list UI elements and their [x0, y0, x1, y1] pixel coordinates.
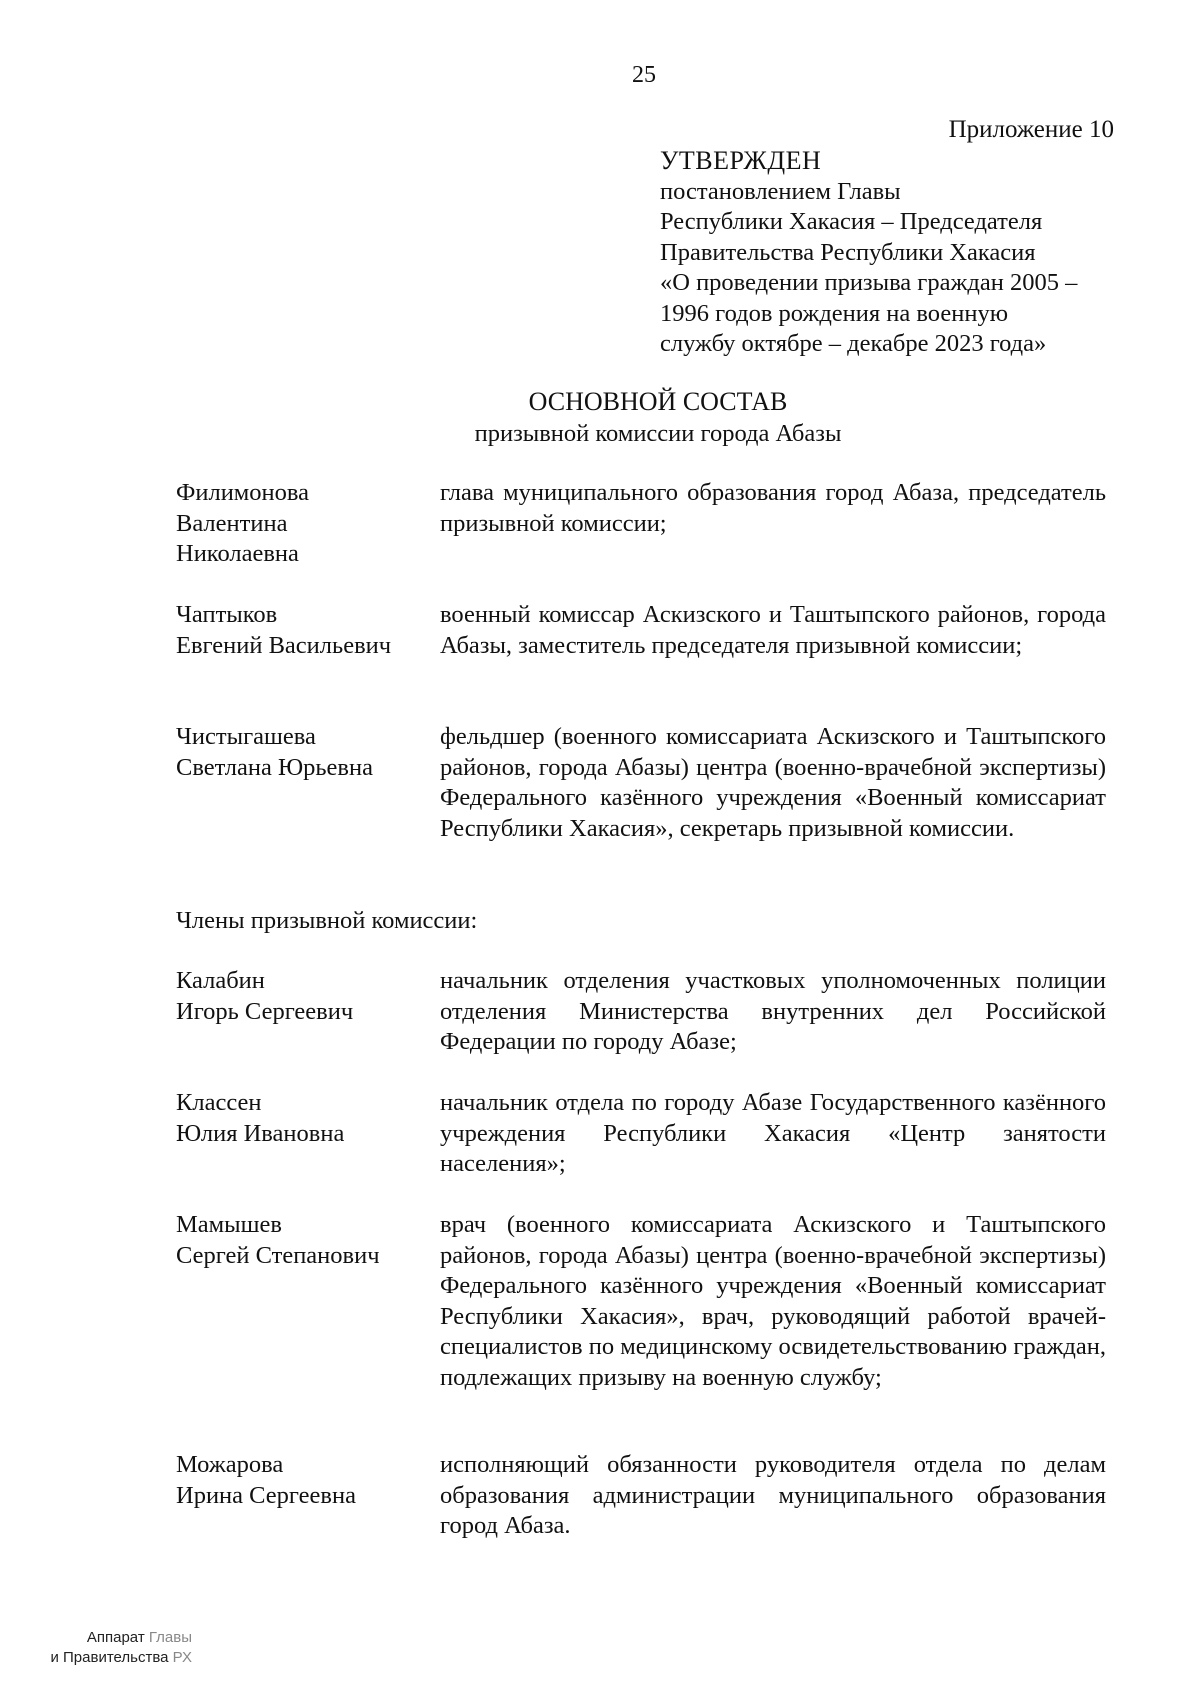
approval-line: Республики Хакасия – Председателя — [660, 208, 1043, 235]
member-name: Можарова Ирина Сергеевна — [176, 1451, 356, 1509]
member-role: врач (военного комиссариата Аскизского и Таштыпского районов, города Абазы) центра (военно-врачебной экспертизы) Федерального казённого учреждения «Военный комиссариат Республики Хакасия», врач, руководящий работой врачей-специалистов по медицинскому освидетельствованию граждан, подлежащих призыву на военную службу; — [440, 1211, 1106, 1391]
member-role: исполняющий обязанности руководителя отдела по делам образования администрации муниципального образования город Абаза. — [440, 1451, 1106, 1539]
approval-block — [660, 146, 1140, 360]
member-role: начальник отделения участковых уполномоченных полиции отделения Министерства внутренних дел Российской Федерации по городу Абазе; — [440, 967, 1106, 1055]
document-subtitle: призывной комиссии города Абазы — [474, 420, 842, 447]
member-name: Чаптыков Евгений Васильевич — [176, 601, 392, 659]
member-entry — [176, 1088, 1106, 1180]
members-section-label: Члены призывной комиссии: — [176, 907, 478, 934]
appendix-label: Приложение 10 — [948, 116, 1114, 143]
approval-heading: УТВЕРЖДЕН — [660, 146, 822, 175]
leadership-entry — [176, 722, 1106, 844]
document-title: ОСНОВНОЙ СОСТАВ — [528, 387, 788, 416]
approval-line: службу октябре – декабре 2023 года» — [660, 330, 1047, 357]
member-name: Филимонова Валентина Николаевна — [176, 479, 310, 567]
approval-line: Правительства Республики Хакасия — [660, 238, 1036, 266]
approval-line: постановлением Главы — [660, 177, 901, 205]
member-name: Мамышев Сергей Степанович — [176, 1211, 380, 1269]
member-role: глава муниципального образования город Абаза, председатель призывной комиссии; — [440, 479, 1106, 537]
leadership-entry — [176, 600, 1106, 661]
leadership-entry — [176, 478, 1106, 570]
member-entry — [176, 966, 1106, 1058]
approval-line: «О проведении призыва граждан 2005 – — [660, 269, 1078, 296]
member-entry — [176, 1450, 1106, 1542]
member-name: Калабин Игорь Сергеевич — [176, 967, 354, 1025]
member-role: начальник отдела по городу Абазе Государственного казённого учреждения Республики Хакасия «Центр занятости населения»; — [440, 1089, 1106, 1177]
office-stamp: Аппарат Главы и Правительства РХ — [50, 1629, 192, 1666]
member-role: военный комиссар Аскизского и Таштыпского районов, города Абазы, заместитель председателя призывной комиссии; — [440, 601, 1106, 659]
member-role: фельдшер (военного комиссариата Аскизского и Таштыпского районов, города Абазы) центра (военно-врачебной экспертизы) Федерального казённого учреждения «Военный комиссариат Республики Хакасия», секретарь призывной комиссии. — [440, 723, 1106, 842]
member-name: Чистыгашева Светлана Юрьевна — [176, 723, 373, 781]
member-entry — [176, 1210, 1106, 1393]
page-number: 25 — [632, 62, 656, 88]
member-name: Классен Юлия Ивановна — [176, 1089, 345, 1147]
approval-line: 1996 годов рождения на военную — [660, 299, 1009, 327]
